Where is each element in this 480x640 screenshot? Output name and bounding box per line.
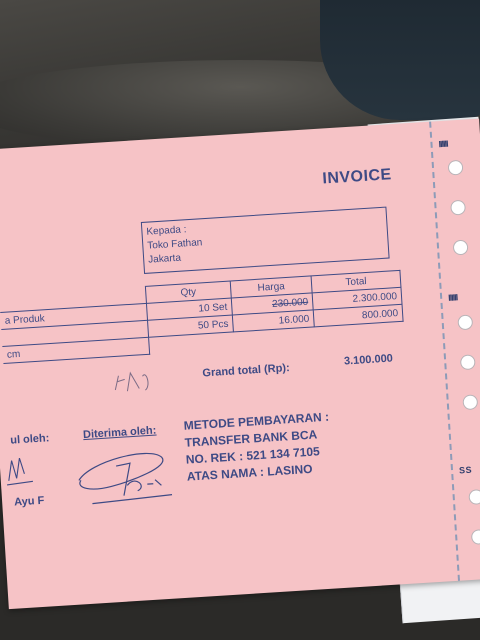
items-table	[0, 270, 405, 364]
recipient-box	[141, 207, 390, 274]
received-by-label: Diterima oleh:	[82, 424, 157, 442]
feed-hole	[471, 529, 480, 545]
row-qty: 10 Set	[146, 298, 232, 320]
row-qty: 50 Pcs	[148, 315, 234, 337]
strip-mark: S S	[458, 464, 471, 476]
row-description: a Produk	[0, 303, 147, 329]
feed-hole	[462, 394, 478, 410]
tractor-feed-strip	[429, 118, 480, 580]
payment-holder: ATAS NAMA : LASINO	[186, 461, 313, 484]
feed-hole	[460, 354, 476, 370]
sender-signature	[3, 449, 35, 491]
recipient-city: Jakarta	[147, 252, 182, 266]
feed-hole	[453, 240, 469, 256]
header-price: Harga	[230, 276, 312, 298]
invoice-paper	[0, 119, 480, 609]
recipient-name: Toko Fathan	[147, 237, 203, 252]
sender-name: Ayu F	[13, 494, 45, 509]
row-price: 16.000	[232, 310, 314, 332]
handwritten-scribble	[112, 364, 174, 398]
strip-mark: IIIIII	[447, 292, 458, 303]
row-total: 800.000	[313, 304, 403, 327]
feed-hole	[457, 314, 473, 330]
feed-hole	[468, 489, 480, 505]
grand-total-label: Grand total (Rp):	[202, 361, 291, 380]
feed-hole	[448, 160, 464, 176]
header-total: Total	[311, 270, 401, 293]
grand-total-value: 3.100.000	[343, 352, 394, 368]
payment-heading: METODE PEMBAYARAN :	[183, 409, 330, 433]
row-price: 230.000	[271, 296, 309, 310]
row-total: 2.300.000	[312, 287, 402, 310]
row-description: cm	[2, 337, 149, 363]
payment-bank: TRANSFER BANK BCA	[184, 427, 318, 450]
sent-by-label: ul oleh:	[9, 432, 50, 447]
header-qty: Qty	[145, 281, 231, 303]
recipient-label: Kepada :	[146, 224, 187, 238]
payment-method-block	[183, 409, 333, 486]
strip-mark: IIIIII	[438, 138, 448, 150]
invoice-title: INVOICE	[321, 166, 393, 188]
empty-cell	[233, 327, 315, 349]
receiver-signature	[69, 437, 193, 514]
feed-hole	[450, 200, 466, 216]
payment-account: NO. REK : 521 134 7105	[185, 444, 321, 467]
